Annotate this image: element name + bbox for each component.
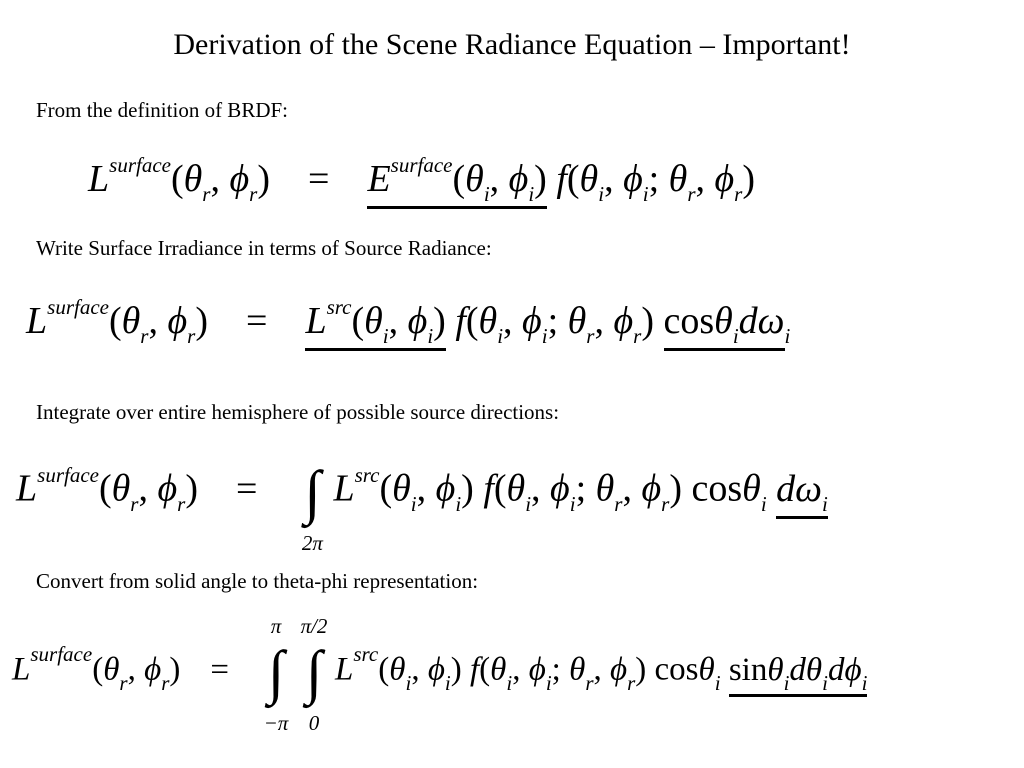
equation-hemisphere-integral: $L^{surface}(\theta_r$, $\phi_r$) = ∫ 2π $L^{src}(\theta_i$, $\phi_i$) $f(\theta_i$, $\phi_i$; $\theta_r$, $\phi_r$) cosθ$_i$ $d\omega_i$	[16, 459, 828, 555]
step-1-label: From the definition of BRDF:	[36, 98, 288, 122]
underlined-surface-irradiance: $E^{surface}(\theta_i$, $\phi_i$)	[367, 158, 546, 209]
step-4-label: Convert from solid angle to theta-phi representation:	[36, 569, 479, 593]
step-3-label: Integrate over entire hemisphere of possible source directions:	[36, 400, 560, 424]
slide-title: Derivation of the Scene Radiance Equation – Important!	[173, 28, 851, 61]
step-2-label: Write Surface Irradiance in terms of Source Radiance:	[36, 236, 492, 260]
equation-theta-phi: $L^{surface}(\theta_r$, $\phi_r$) = π ∫ −π π/2 ∫ 0 $L^{src}(\theta_i$, $\phi_i$) $f(\theta_i$, $\phi_i$; $\theta_r$, $\phi_r$) cosθ$_i$ $\sin\theta_id\theta_id\phi_i$	[12, 614, 868, 735]
underlined-cos-domega: cosθ$_i$dω	[664, 300, 785, 351]
equation-source-radiance: $L^{surface}(\theta_r$, $\phi_r) = L^{src}(\theta_i$, $\phi_i$) $f(\theta_i$, $\phi_i$; $\theta_r$, $\phi_r$) $\cos\theta_id\omega_i$	[26, 302, 790, 340]
underlined-domega: $d\omega_i$	[776, 468, 828, 519]
equation-brdf-definition: $L^{surface}(\theta_r$, $\phi_r) = E^{surface}(\theta_i$, $\phi_i$) $f(\theta_i$, $\phi_i$; $\theta_r$, $\phi_r$)	[88, 160, 755, 198]
integral-theta: π/2 ∫ 0	[300, 614, 328, 735]
integral-hemisphere: ∫ 2π	[301, 459, 323, 555]
underlined-sin-dtheta-dphi: $\sin\theta_id\theta_id\phi_i$	[728, 651, 868, 695]
underlined-source-radiance: $L^{src}(\theta_i$, $\phi_i$)	[305, 300, 445, 351]
integral-phi: π ∫ −π	[263, 614, 289, 735]
